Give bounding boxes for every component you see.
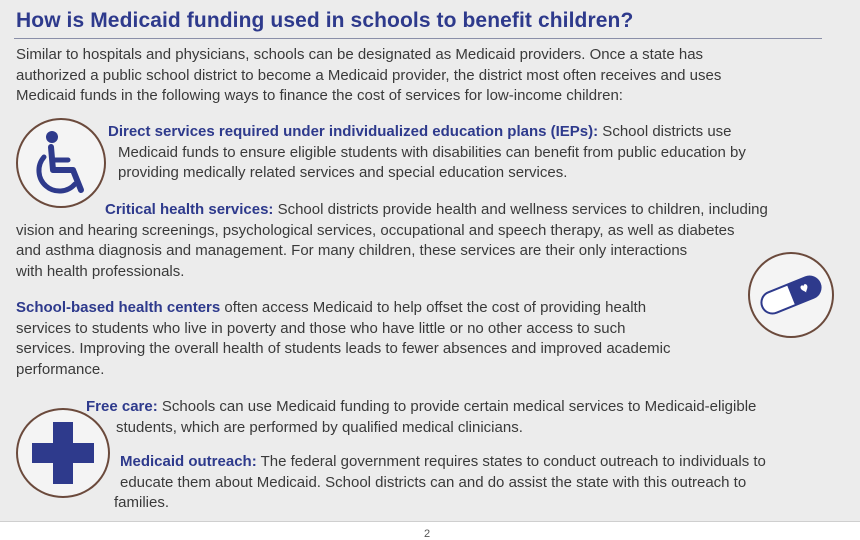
free-care-section <box>86 397 756 438</box>
intro-line: Similar to hospitals and physicians, schools can be designated as Medicaid providers. Once a state has <box>16 46 704 63</box>
direct-services-lead: School districts use <box>598 123 732 140</box>
intro-line: Medicaid funds in the following ways to finance the cost of services for low-income children: <box>16 87 623 105</box>
direct-services-line: providing medically related services and special education services. <box>118 164 568 182</box>
outreach-line: families. <box>114 494 170 512</box>
wheelchair-icon <box>16 118 106 208</box>
cross-glyph <box>18 410 108 496</box>
critical-services-line: vision and hearing screenings, psychological services, occupational and speech therapy, as well as diabetes <box>16 221 735 239</box>
outreach-line: educate them about Medicaid. School districts can and do assist the state with this outreach to <box>120 473 747 491</box>
direct-services-heading: Direct services required under individualized education plans (IEPs): <box>108 123 599 140</box>
health-centers-section <box>16 298 671 380</box>
direct-services-section <box>108 122 746 184</box>
title-divider <box>14 38 822 39</box>
page-number: 2 <box>424 528 431 540</box>
pill-glyph <box>750 254 832 336</box>
pill-capsule-icon <box>748 252 834 338</box>
outreach-section <box>114 452 766 514</box>
medical-cross-icon <box>16 408 110 498</box>
health-centers-line: services to students who live in poverty and those who have little or no other access to such <box>16 319 626 337</box>
direct-services-line: Medicaid funds to ensure eligible students with disabilities can benefit from public education by <box>118 143 746 161</box>
free-care-heading: Free care: <box>86 398 158 415</box>
page-title: How is Medicaid funding used in schools to benefit children? <box>16 9 634 32</box>
outreach-heading: Medicaid outreach: <box>120 453 257 470</box>
health-centers-heading: School-based health centers <box>16 299 221 316</box>
free-care-lead: Schools can use Medicaid funding to provide certain medical services to Medicaid-eligible <box>157 398 757 415</box>
critical-services-line: and asthma diagnosis and management. For many children, these services are their only interactions <box>16 242 688 260</box>
critical-services-line: with health professionals. <box>16 262 185 280</box>
intro-line: authorized a public school district to become a Medicaid provider, the district most often receives and uses <box>16 66 722 84</box>
health-centers-line: services. Improving the overall health of students leads to fewer absences and improved academic <box>16 340 671 358</box>
intro-paragraph <box>16 45 721 107</box>
outreach-lead: The federal government requires states to conduct outreach to individuals to <box>256 453 766 470</box>
wheelchair-glyph <box>18 120 104 206</box>
health-centers-line: performance. <box>16 360 105 378</box>
health-centers-lead: often access Medicaid to help offset the cost of providing health <box>220 299 647 316</box>
critical-services-heading: Critical health services: <box>105 201 274 218</box>
free-care-line: students, which are performed by qualified medical clinicians. <box>116 418 523 436</box>
critical-services-lead: School districts provide health and wellness services to children, including <box>273 201 768 218</box>
critical-services-section <box>16 200 768 282</box>
